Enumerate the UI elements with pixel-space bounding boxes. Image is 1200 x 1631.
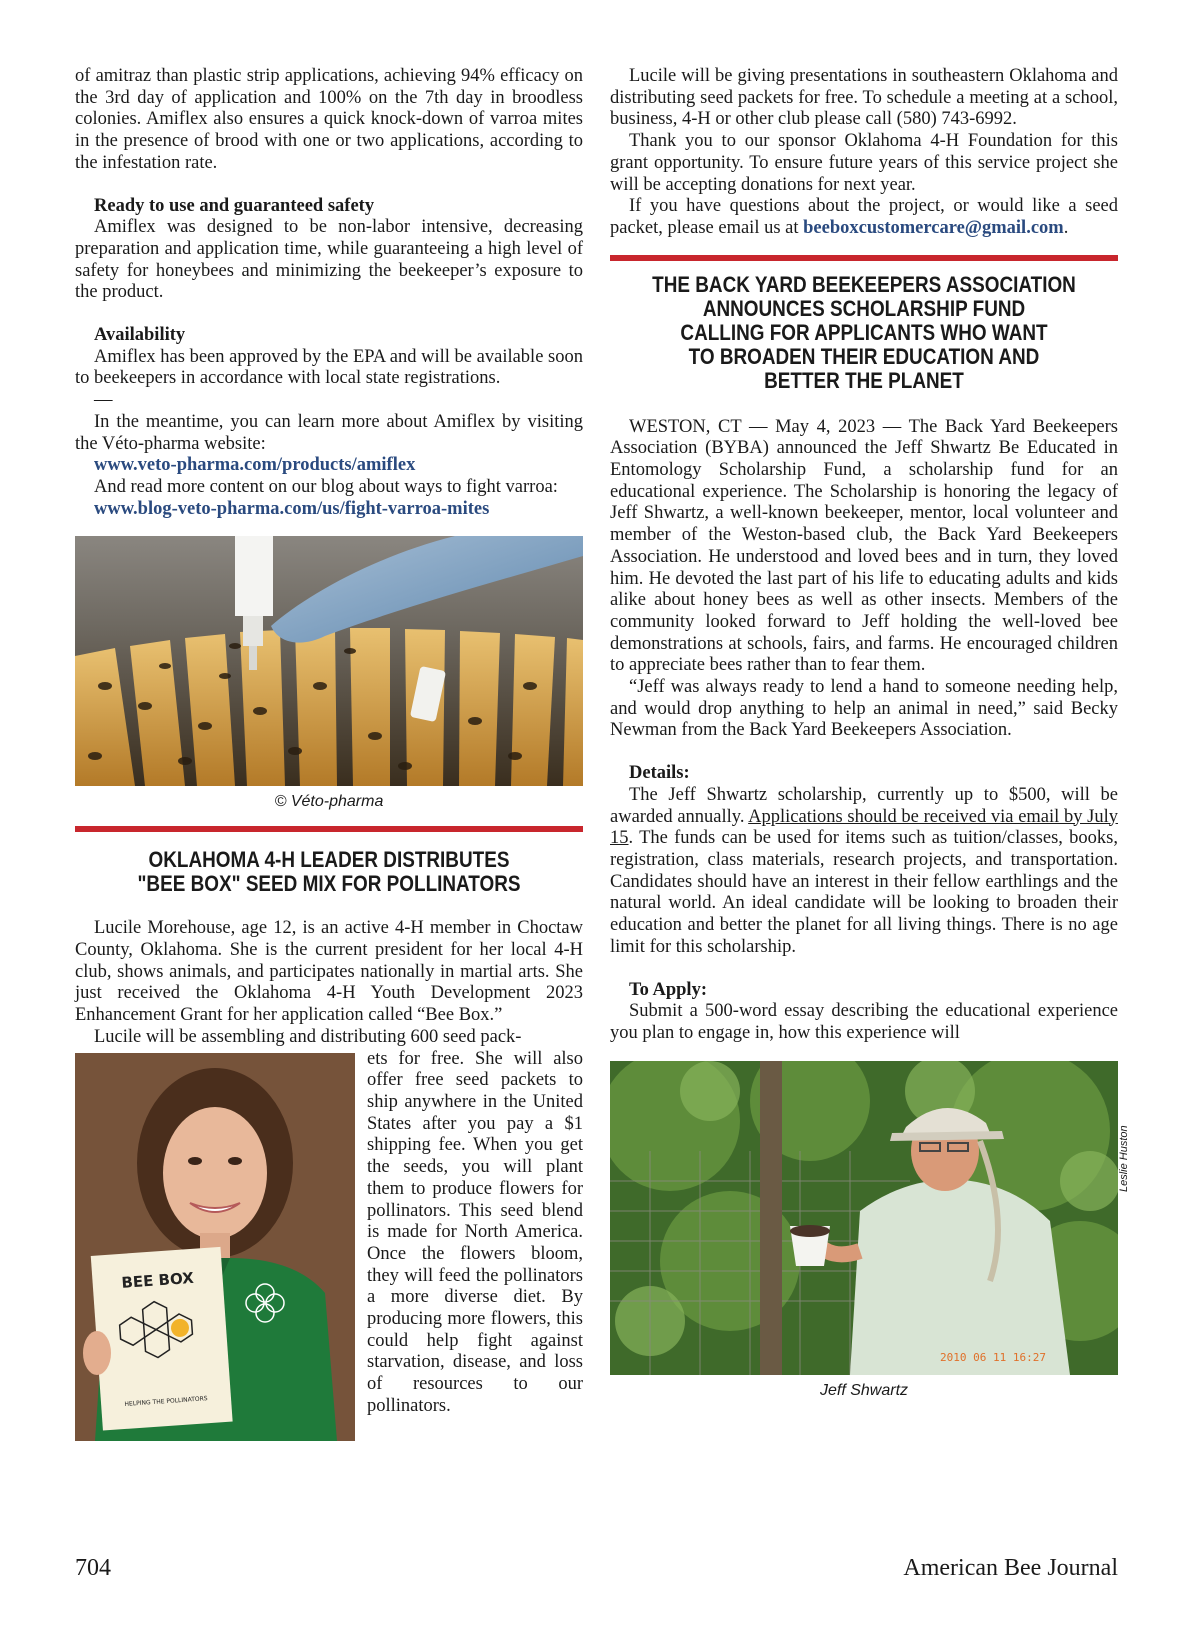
paragraph: In the meantime, you can learn more about Amiflex by visiting the Véto-pharma website: [75, 411, 583, 454]
page-number: 704 [75, 1555, 111, 1581]
lucile-bee-box-photo [75, 1053, 355, 1441]
journal-name: American Bee Journal [903, 1555, 1118, 1581]
left-column [75, 66, 583, 1441]
paragraph: Thank you to our sponsor Oklahoma 4-H Foundation for this grant opportunity. To ensure future years of this service project she will be accepting donations for next year. [610, 131, 1118, 195]
article-title-oklahoma [75, 848, 583, 896]
details-text: The Jeff Shwartz scholarship, currently up to $500, will be awarded annually. [610, 784, 1118, 827]
photo-credit: Leslie Huston [1118, 1125, 1130, 1192]
subheading-ready: Ready to use and guaranteed safety [94, 195, 375, 216]
right-column [610, 66, 1118, 1400]
article-title-line: "BEE BOX" SEED MIX FOR POLLINATORS [137, 871, 521, 897]
paragraph: Amiflex has been approved by the EPA and will be available soon to beekeepers in accordance with local state registrations. [75, 346, 583, 389]
section-divider-bar [610, 255, 1118, 261]
paragraph: of amitraz than plastic strip applications, achieving 94% efficacy on the 3rd day of application and 100% on the 7th day in broodless colonies. Amiflex also ensures a quick knock-down of varroa mites in the presence of brood with one or two applications, according to the infestation rate. [75, 66, 583, 173]
paragraph: “Jeff was always ready to lend a hand to someone needing help, and would drop anything to help an animal in need,” said Becky Newman from the Back Yard Beekeepers Association. [610, 677, 1118, 741]
paragraph: Lucile will be assembling and distributing 600 seed pack- [94, 1026, 522, 1047]
article-title-byba [610, 273, 1118, 393]
punctuation: . [1063, 217, 1069, 238]
photo-date-stamp: 2010 06 11 16:27 [940, 1350, 1046, 1364]
jeff-shwartz-photo [610, 1061, 1118, 1375]
paragraph-contact [610, 196, 1118, 239]
poster-subtitle: HELPING THE POLLINATORS [124, 1394, 208, 1408]
jeff-photo-illustration [610, 1061, 1118, 1375]
paragraph: Lucile will be giving presentations in southeastern Oklahoma and distributing seed packets for free. To schedule a meeting at a school, business, 4-H or other club please call (580) 743-6992. [610, 66, 1118, 130]
details-text-cont: . The funds can be used for items such as tuition/classes, books, registration, class materials, research projects, and transportation. Candidates should have an interest in their fellow earthlings and the natural world. An ideal candidate will be looking to broaden their education and better the planet for all living things. There is no age limit for this scholarship. [610, 828, 1118, 957]
amiflex-photo-illustration [75, 536, 583, 786]
contact-text: If you have questions about the project, or would like a seed packet, please email us at [610, 196, 1118, 238]
paragraph: WESTON, CT — May 4, 2023 — The Back Yard Beekeepers Association (BYBA) announced the Jeff Shwartz Be Educated in Entomology Scholarship Fund, a scholarship fund for an educational experience. The Scholarship is honoring the legacy of Jeff Shwartz, a well-known beekeeper, mentor, local volunteer and member of the Weston-based club, the Back Yard Beekeepers Association. He understood and loved bees and in turn, they loved him. He devoted the last part of his life to educating adults and kids alike about honey bees as well as other insects. Members of the community looked forward to Jeff holding the well-loved bee demonstrations at schools, fairs, and farms. He encouraged children to appreciate bees rather than to fear them. [610, 416, 1118, 676]
photo-caption: Jeff Shwartz [819, 1381, 909, 1399]
subheading-apply: To Apply: [629, 979, 707, 1000]
photo-caption: © Véto-pharma [274, 793, 384, 811]
poster-title: BEE BOX [120, 1268, 195, 1292]
article-title-line: ANNOUNCES SCHOLARSHIP FUND [702, 295, 1026, 321]
paragraph: And read more content on our blog about ways to fight varroa: [94, 476, 558, 497]
paragraph: Amiflex was designed to be non-labor intensive, decreasing preparation and application time, while guaranteeing a high level of safety for honeybees and minimizing the beekeeper’s exposure to the product. [75, 217, 583, 303]
subheading-availability: Availability [94, 325, 186, 346]
article-title-line: CALLING FOR APPLICANTS WHO WANT [680, 319, 1048, 345]
amiflex-application-photo [75, 536, 583, 786]
subheading-details: Details: [629, 763, 690, 784]
paragraph: Submit a 500-word essay describing the educational experience you plan to engage in, how this experience will [610, 1001, 1118, 1043]
paragraph-details [610, 785, 1118, 959]
veto-pharma-link[interactable]: www.veto-pharma.com/products/amiflex [94, 455, 416, 476]
email-link[interactable]: beeboxcustomercare@gmail.com [803, 217, 1064, 238]
blog-link[interactable]: www.blog-veto-pharma.com/us/fight-varroa-mites [94, 498, 490, 519]
article-title-line: THE BACK YARD BEEKEEPERS ASSOCIATION [652, 271, 1076, 297]
dash-separator: — [94, 390, 113, 411]
section-divider-bar [75, 826, 583, 832]
paragraph: Lucile Morehouse, age 12, is an active 4-H member in Choctaw County, Oklahoma. She is the current president for her local 4-H club, shows animals, and participates nationally in martial arts. She just received the Oklahoma 4-H Youth Development 2023 Enhancement Grant for her application called “Bee Box.” [75, 918, 583, 1026]
article-title-line: TO BROADEN THEIR EDUCATION AND [688, 343, 1040, 369]
lucile-photo-illustration [75, 1053, 355, 1441]
article-title-line: OKLAHOMA 4-H LEADER DISTRIBUTES [148, 847, 510, 873]
article-title-line: BETTER THE PLANET [764, 367, 964, 393]
deadline-text: Applications should be received via email by July 15 [610, 806, 1119, 849]
paragraph: ets for free. She will also offer free seed packets to ship anywhere in the United States after you pay a $1 shipping fee. When you get the seeds, you will plant them to produce flowers for pollinators. This seed blend is made for North America. Once the flowers bloom, they will feed the pollinators a more diverse diet. By producing more flowers, this could help fight against starvation, disease, and loss of resources to our pollinators. [367, 1048, 583, 1416]
